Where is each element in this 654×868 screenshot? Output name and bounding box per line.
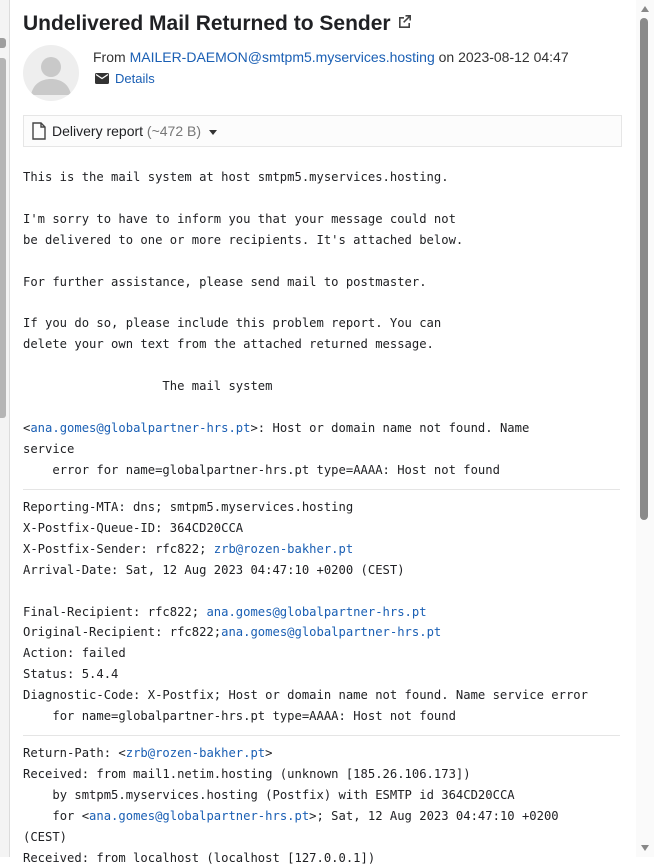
message-date: 2023-08-12 04:47 bbox=[458, 49, 569, 65]
attachment-bar[interactable] bbox=[23, 115, 622, 147]
from-line bbox=[93, 49, 569, 65]
on-label: on bbox=[438, 49, 455, 65]
left-pane-marker bbox=[0, 38, 6, 48]
body-part-3 bbox=[23, 743, 628, 868]
left-pane-scroll-track bbox=[0, 58, 6, 418]
final-recipient-link[interactable]: ana.gomes@globalpartner-hrs.pt bbox=[206, 604, 427, 619]
sender-link[interactable]: MAILER-DAEMON@smtpm5.myservices.hosting bbox=[129, 49, 435, 65]
left-pane-edge bbox=[0, 0, 10, 857]
attachment-label[interactable] bbox=[52, 123, 217, 139]
body-part-2 bbox=[23, 497, 628, 727]
details-toggle[interactable] bbox=[95, 71, 155, 87]
scrollbar-thumb[interactable] bbox=[640, 18, 648, 520]
body-part-1 bbox=[23, 167, 628, 481]
diagnostic-text: Action: failed Status: 5.4.4 Diagnostic-Code: X-Postfix; Host or domain name not found. Name service error for name=globalpartner-hrs.pt type=AAAA: Host not found bbox=[23, 646, 588, 724]
scroll-up-arrow-icon[interactable] bbox=[641, 6, 649, 12]
return-path-label: Return-Path: < bbox=[23, 746, 126, 760]
recipient-open: < bbox=[23, 420, 31, 435]
original-recipient-label: Original-Recipient: rfc822; bbox=[23, 625, 222, 640]
attachment-name: Delivery report bbox=[52, 123, 144, 139]
failure-reason-text: >: Host or domain name not found. Name service error for name=globalpartner-hrs.pt type=AAAA: Host not found bbox=[23, 420, 530, 477]
part-divider bbox=[23, 489, 620, 490]
return-path-link[interactable]: zrb@rozen-bakher.pt bbox=[125, 746, 266, 760]
arrival-date-text: Arrival-Date: Sat, 12 Aug 2023 04:47:10 +0200 (CEST) Final-Recipient: rfc822; bbox=[23, 562, 405, 619]
message-subject bbox=[23, 12, 413, 36]
chevron-down-icon[interactable] bbox=[209, 130, 217, 135]
postfix-sender-link[interactable]: zrb@rozen-bakher.pt bbox=[213, 541, 354, 556]
original-recipient-link[interactable]: ana.gomes@globalpartner-hrs.pt bbox=[221, 625, 442, 640]
person-icon bbox=[23, 45, 79, 101]
file-icon bbox=[32, 122, 46, 145]
part-divider bbox=[23, 735, 620, 736]
received-header-text: > Received: from mail1.netim.hosting (unknown [185.26.106.173]) by smtpm5.myservices.hosting (Postfix) with ESMTP id 364CD20CCA for < bbox=[23, 746, 515, 823]
delivery-status-text: Reporting-MTA: dns; smtpm5.myservices.hosting X-Postfix-Queue-ID: 364CD20CCA X-Postfix-Sender: rfc822; bbox=[23, 500, 354, 556]
details-label[interactable]: Details bbox=[115, 71, 155, 86]
open-external-icon[interactable] bbox=[396, 12, 413, 36]
subject-text: Undelivered Mail Returned to Sender bbox=[23, 12, 391, 35]
from-label: From bbox=[93, 49, 126, 65]
received-for-link[interactable]: ana.gomes@globalpartner-hrs.pt bbox=[89, 808, 310, 823]
envelope-icon bbox=[95, 72, 109, 87]
attachment-size: (~472 B) bbox=[146, 123, 202, 139]
body-intro-text: This is the mail system at host smtpm5.myservices.hosting. I'm sorry to have to inform you that your message could not be delivered to one or more recipients. It's attached below. For further assistance, please send mail to postmaster. If you do so, please include this problem report. You can delete your own text from the attached returned message. The mail system bbox=[23, 170, 464, 394]
scroll-down-arrow-icon[interactable] bbox=[641, 845, 649, 851]
sender-avatar bbox=[23, 45, 79, 101]
vertical-scrollbar[interactable] bbox=[636, 0, 654, 857]
failed-recipient-link[interactable]: ana.gomes@globalpartner-hrs.pt bbox=[30, 420, 251, 435]
received-date-text: >; Sat, 12 Aug 2023 04:47:10 +0200 (CEST) Received: from localhost (localhost [127.0.0.1]) bbox=[23, 808, 559, 865]
